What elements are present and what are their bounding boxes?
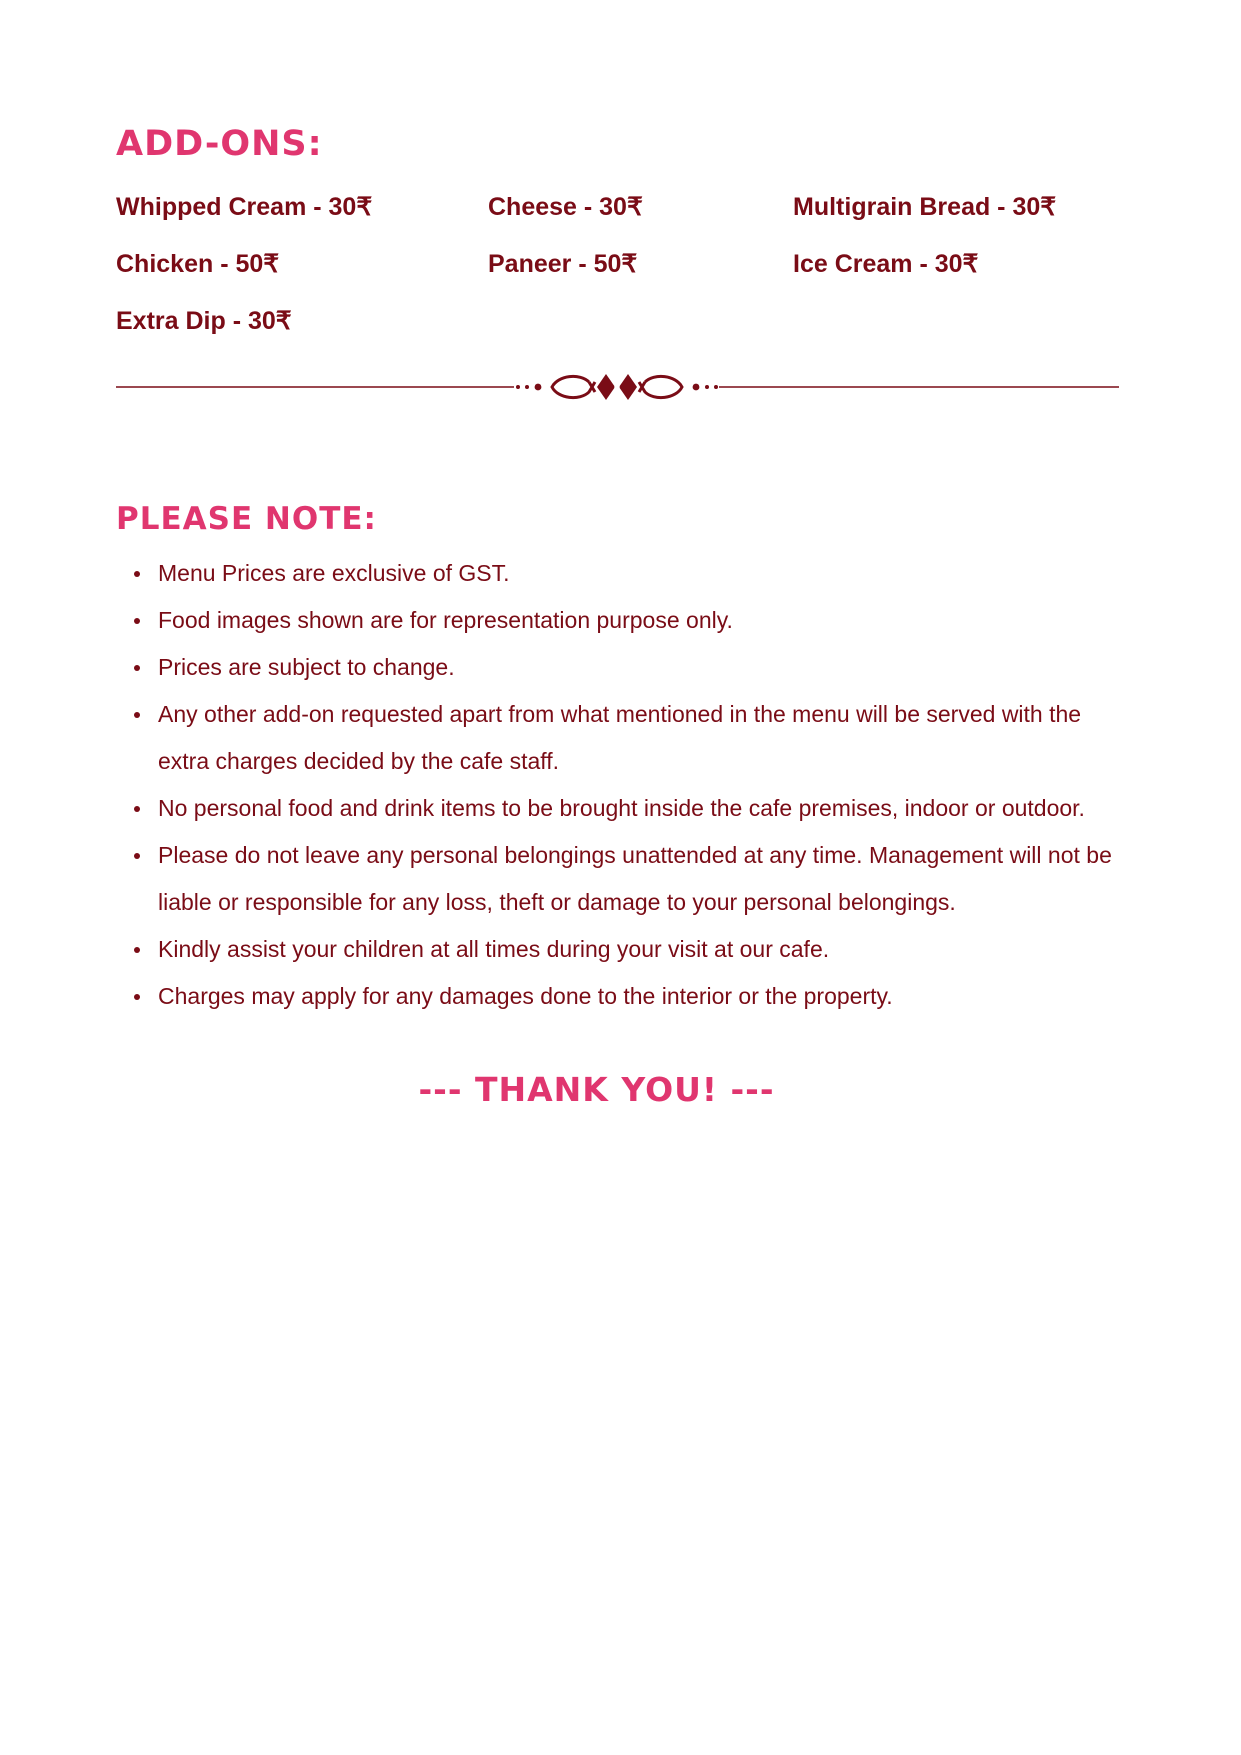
addon-item-whipped-cream: Whipped Cream - 30₹ [116,193,373,221]
bullet-icon [134,571,140,577]
bullet-icon [134,712,140,718]
list-item: Charges may apply for any damages done to the interior or the property. [116,973,1136,1020]
list-item: Menu Prices are exclusive of GST. [116,550,1136,597]
bullet-icon [134,994,140,1000]
addon-item-chicken: Chicken - 50₹ [116,250,280,278]
addon-item-paneer: Paneer - 50₹ [488,250,638,278]
list-item: Food images shown are for representation purpose only. [116,597,1136,644]
bullet-icon [134,947,140,953]
ornamental-divider-icon [116,370,1119,404]
list-item: Prices are subject to change. [116,644,1136,691]
notes-list [116,550,1136,1020]
addon-item-multigrain-bread: Multigrain Bread - 30₹ [793,193,1057,221]
addons-heading: ADD-ONS: [116,124,323,164]
bullet-icon [134,618,140,624]
thank-you-text: --- THANK YOU! --- [418,1070,775,1109]
list-item: No personal food and drink items to be brought inside the cafe premises, indoor or outdoor. [116,785,1136,832]
addon-item-extra-dip: Extra Dip - 30₹ [116,307,292,335]
bullet-icon [134,853,140,859]
please-note-heading: PLEASE NOTE: [116,501,377,537]
addon-item-cheese: Cheese - 30₹ [488,193,643,221]
addon-item-ice-cream: Ice Cream - 30₹ [793,250,979,278]
bullet-icon [134,806,140,812]
list-item: Please do not leave any personal belongings unattended at any time. Management will not be liable or responsible for any loss, theft or damage to your personal belongings. [116,832,1136,926]
list-item: Any other add-on requested apart from what mentioned in the menu will be served with the extra charges decided by the cafe staff. [116,691,1136,785]
bullet-icon [134,665,140,671]
list-item: Kindly assist your children at all times during your visit at our cafe. [116,926,1136,973]
